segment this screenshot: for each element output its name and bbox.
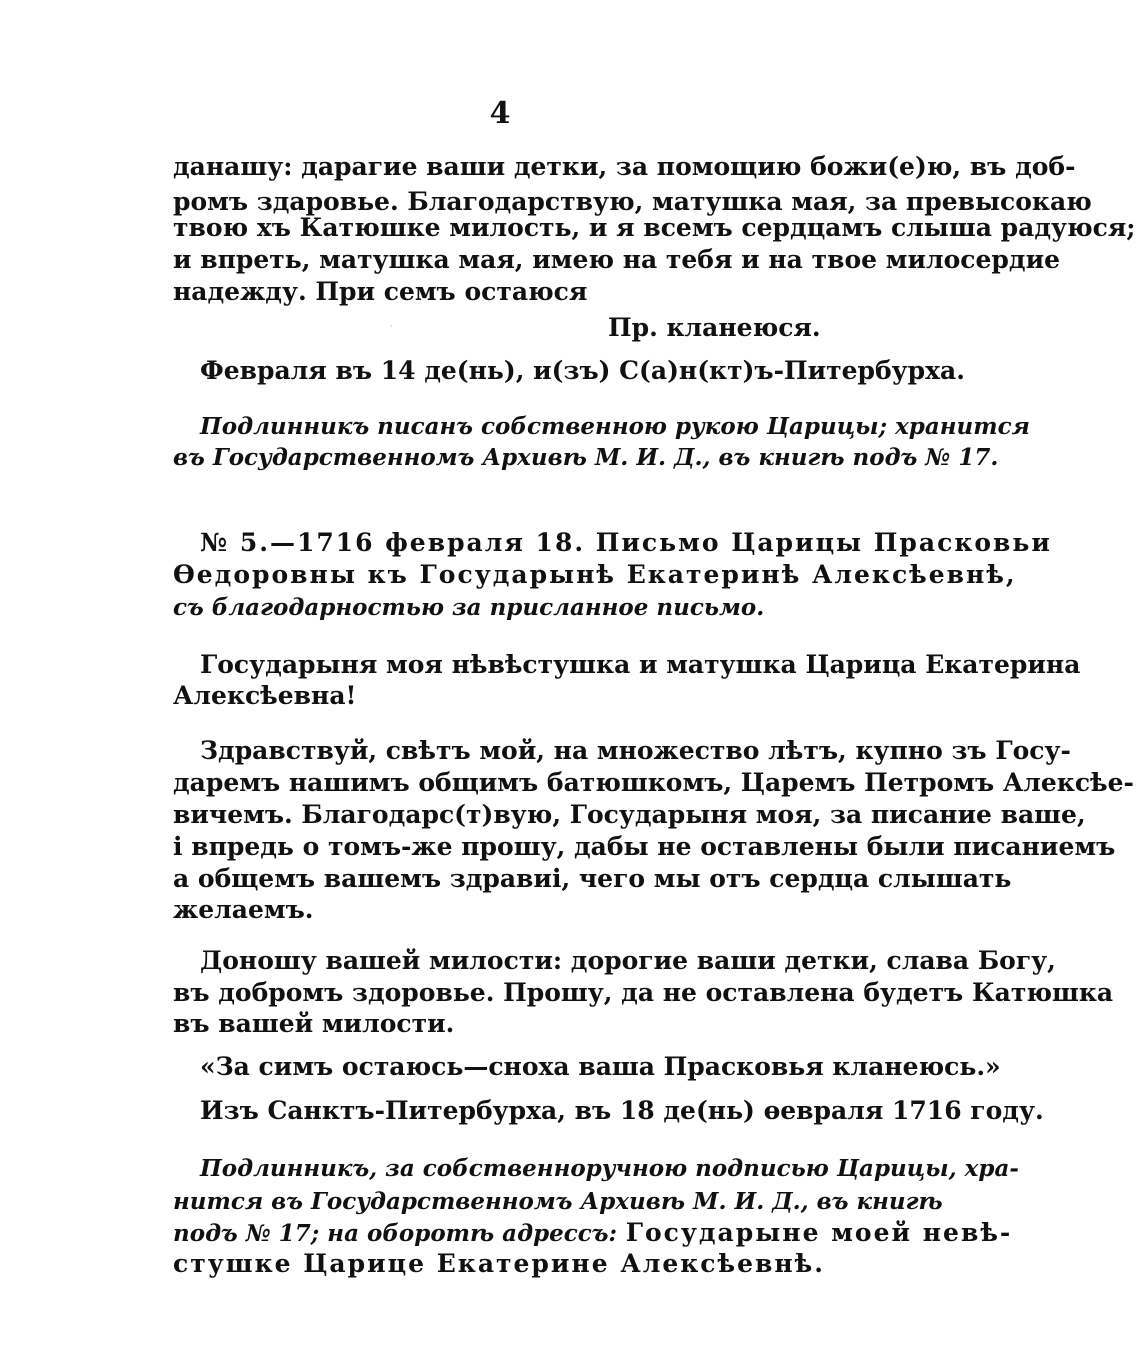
paragraph-line: вичемъ. Благодарс(т)вую, Государыня моя, за писание ваше, — [173, 800, 1086, 829]
paragraph-line: въ вашей милости. — [173, 1009, 455, 1038]
text-line: данашу: дарагие ваши детки, за помощию божи(е)ю, въ доб- — [173, 152, 1076, 181]
paragraph-line: а общемъ вашемъ здравиі, чего мы отъ сердца слышать — [173, 864, 1012, 893]
paragraph-line: і впредь о томъ-же прошу, дабы не оставлены были писаниемъ — [173, 832, 1116, 861]
address-text: Государыне моей невѣ- — [625, 1218, 1013, 1247]
text-line: твою хъ Катюшке милость, и я всемъ сердцамъ слыша радуюся; — [173, 213, 1136, 242]
source-note-address — [173, 1216, 1013, 1251]
text-line: и впреть, матушка мая, имею на тебя и на твое милосердие — [173, 245, 1061, 274]
paragraph-line: Доношу вашей милости: дорогие ваши детки, слава Богу, — [200, 946, 1056, 975]
source-note: Подлинникъ, за собственноручною подписью Царицы, хра- — [200, 1155, 1019, 1182]
salutation: Государыня моя нѣвѣстушка и матушка Царица Екатерина — [200, 650, 1081, 679]
closing-quote: «За симъ остаюсь—сноха ваша Прасковья кланеюсь.» — [200, 1052, 1001, 1081]
paragraph-line: желаемъ. — [173, 895, 314, 924]
document-page: 4 данашу: дарагие ваши детки, за помощию божи(е)ю, въ доб- ромъ здаровье. Благодарствую, матушка мая, за превысокаю твою хъ Катюшке милость, и я всемъ сердцамъ слыша радуюся; и впреть, матушка мая, имею на тебя и на твое милосердие надежду. При семъ остаюся · Пр. кланеюся. Февраля въ 14 де(нь), и(зъ) С(а)н(кт)ъ-Питербурха. Подлинникъ писанъ собственною рукою Царицы; хранится въ Государственномъ Архивѣ М. И. Д., въ книгѣ подъ № 17. № 5.—1716 февраля 18. Письмо Царицы Прасковьи Өедоровны къ Государынѣ Екатеринѣ Алексѣевнѣ, съ благодарностью за присланное письмо. Государыня моя нѣвѣстушка и матушка Царица Екатерина Алексѣевна! Здравствуй, свѣтъ мой, на множество лѣтъ, купно зъ Госу- даремъ нашимъ общимъ батюшкомъ, Царемъ Петромъ Алексѣе- вичемъ. Благодарс(т)вую, Государыня моя, за писание ваше, і впредь о томъ-же прошу, дабы не оставлены были писаниемъ а общемъ вашемъ здравиі, чего мы отъ сердца слышать желаемъ. Доношу вашей милости: дорогие ваши детки, слава Богу, въ добромъ здоровье. Прошу, да не оставлена будетъ Катюшка въ вашей милости. «За симъ остаюсь—сноха ваша Прасковья кланеюсь.» Изъ Санктъ-Питербурха, въ 18 де(нь) өевраля 1716 году. Подлинникъ, за собственноручною подписью Царицы, хра- нится въ Государственномъ Архивѣ М. И. Д., въ книгѣ подъ № 17; на оборотѣ адрессъ: Государыне моей невѣ- стушке Царице Екатерине Алексѣевнѣ. — [0, 0, 1000, 1366]
source-note: нится въ Государственномъ Архивѣ М. И. Д., въ книгѣ — [173, 1188, 943, 1215]
page-number: 4 — [489, 96, 511, 131]
letter-heading: № 5.—1716 февраля 18. Письмо Царицы Прасковьи — [200, 528, 1052, 557]
paragraph-line: въ добромъ здоровье. Прошу, да не оставлена будетъ Катюшка — [173, 978, 1114, 1007]
paragraph-line: Здравствуй, свѣтъ мой, на множество лѣтъ, купно зъ Госу- — [200, 736, 1071, 765]
letter-heading-italic: съ благодарностью за присланное письмо. — [173, 594, 765, 621]
closing-signoff: Пр. кланеюся. — [608, 313, 821, 342]
address-text: стушке Царице Екатерине Алексѣевнѣ. — [173, 1249, 825, 1278]
source-note: подъ № 17; на оборотѣ адрессъ: — [173, 1220, 618, 1247]
letter-heading: Өедоровны къ Государынѣ Екатеринѣ Алексѣевнѣ, — [173, 560, 1017, 589]
letter-date: Изъ Санктъ-Питербурха, въ 18 де(нь) өевраля 1716 году. — [200, 1096, 1044, 1125]
text-line: надежду. При семъ остаюся — [173, 277, 588, 306]
paragraph-line: даремъ нашимъ общимъ батюшкомъ, Царемъ Петромъ Алексѣе- — [173, 768, 1134, 797]
letter-date: Февраля въ 14 де(нь), и(зъ) С(а)н(кт)ъ-Питербурха. — [200, 356, 965, 385]
text-line: ромъ здаровье. Благодарствую, матушка мая, за превысокаю — [173, 187, 1092, 216]
source-note: Подлинникъ писанъ собственною рукою Царицы; хранится — [200, 413, 1030, 440]
salutation: Алексѣевна! — [173, 681, 357, 710]
source-note: въ Государственномъ Архивѣ М. И. Д., въ книгѣ подъ № 17. — [173, 444, 999, 471]
